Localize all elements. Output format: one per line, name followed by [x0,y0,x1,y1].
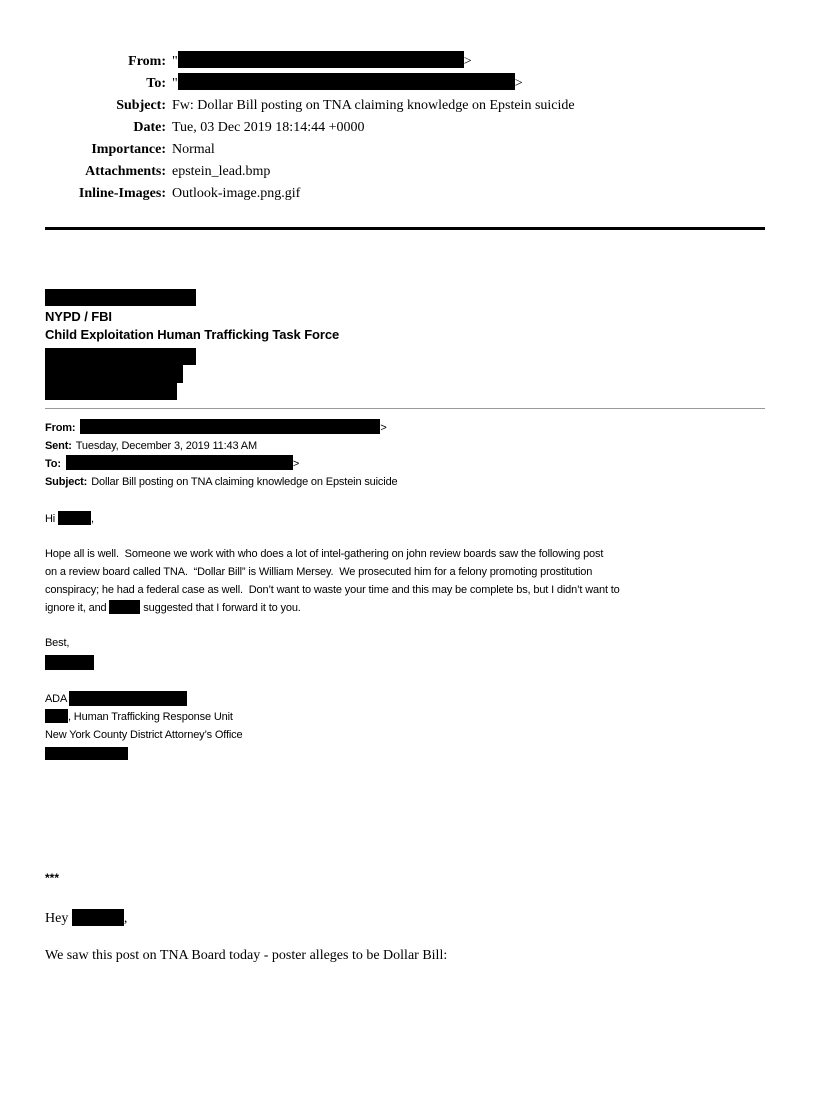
greeting-line [45,510,765,528]
forwarded-header-block [45,419,765,491]
greeting-text: Hi [45,513,58,525]
sender-signature-bottom [45,690,765,760]
closing-line: Best, [45,637,70,649]
body-line-4-pre: ignore it, and [45,602,110,614]
hey-text: Hey [45,911,72,926]
fwd-label-from: From: [45,422,76,434]
redaction-bar [45,655,94,670]
angle-bracket: > [514,76,523,91]
fwd-label-sent: Sent: [45,440,72,452]
header-value-subject: Fw: Dollar Bill posting on TNA claiming knowledge on Epstein suicide [172,98,575,113]
header-row-inline-images [45,183,765,205]
header-label-importance: Importance: [91,142,166,157]
sender-signature-block [45,289,765,400]
header-label-subject: Subject: [116,98,166,113]
signature-ada-line [45,690,765,708]
fwd-row-sent [45,437,765,455]
separator-stars: *** [45,871,60,885]
quote-mark: " [172,76,178,91]
redaction-bar [45,747,128,760]
email-document [0,51,816,965]
body-line-3: conspiracy; he had a federal case as well. Don’t want to waste your time and this may be complete bs, but I didn’t want to [45,584,620,596]
body-line-4-post: suggested that I forward it to you. [140,602,301,614]
header-label-date: Date: [133,120,166,135]
redaction-bar [45,709,68,723]
redaction-bar [45,383,177,400]
org-line-task-force: Child Exploitation Human Trafficking Task Force [45,327,340,342]
hey-greeting-line [45,909,765,928]
unit-text: , Human Trafficking Response Unit [68,711,233,723]
angle-bracket: > [463,54,472,69]
redaction-bar [178,73,515,90]
fwd-label-to: To: [45,458,61,470]
redaction-bar [69,691,187,706]
header-value-attachments: epstein_lead.bmp [172,164,271,179]
redaction-bar [45,365,183,383]
header-value-from [172,51,472,73]
body-line-1: Hope all is well. Someone we work with who does a lot of intel-gathering on john review boards saw the following post [45,548,604,560]
body-line-4 [45,599,765,617]
angle-bracket: > [380,422,387,434]
header-row-attachments [45,161,765,183]
fwd-value-subject: Dollar Bill posting on TNA claiming knowledge on Epstein suicide [91,476,398,488]
ada-title: ADA [45,693,70,705]
signature-unit-line [45,708,765,726]
email-header-block [45,51,765,205]
greeting-comma: , [91,513,94,525]
redaction-bar [80,419,380,434]
redaction-bar [66,455,293,470]
header-label-attachments: Attachments: [85,164,166,179]
header-value-importance: Normal [172,142,215,157]
header-label-to: To: [146,76,166,91]
fwd-label-subject: Subject: [45,476,88,488]
hey-comma: , [123,911,128,926]
body-line-2: on a review board called TNA. “Dollar Bill” is William Mersey. We prosecuted him for a felony promoting prostitution [45,566,593,578]
header-row-to [45,73,765,95]
post-intro-line: We saw this post on TNA Board today - poster alleges to be Dollar Bill: [45,948,448,963]
redaction-bar [58,511,91,525]
fwd-row-from [45,419,765,437]
header-value-to [172,73,523,95]
header-row-subject [45,95,765,117]
redaction-bar [45,348,196,365]
fwd-row-subject [45,473,765,491]
body-paragraph [45,545,765,617]
redaction-bar [72,909,124,926]
org-line-nypd-fbi: NYPD / FBI [45,309,112,324]
header-label-inline-images: Inline-Images: [78,186,166,201]
fwd-value-sent: Tuesday, December 3, 2019 11:43 AM [75,440,257,452]
header-row-date [45,117,765,139]
redaction-bar [45,289,196,306]
redaction-bar [109,600,140,614]
quote-mark: " [172,54,178,69]
header-value-inline-images: Outlook-image.png.gif [172,186,301,201]
redaction-bar [178,51,464,68]
angle-bracket: > [292,458,300,470]
header-row-importance [45,139,765,161]
header-value-date: Tue, 03 Dec 2019 18:14:44 +0000 [172,120,365,135]
fwd-row-to [45,455,765,473]
signature-office-line: New York County District Attorney’s Office [45,729,243,741]
header-label-from: From: [128,54,166,69]
forwarded-divider-rule [45,408,765,409]
header-row-from [45,51,765,73]
header-divider-rule [45,227,765,230]
